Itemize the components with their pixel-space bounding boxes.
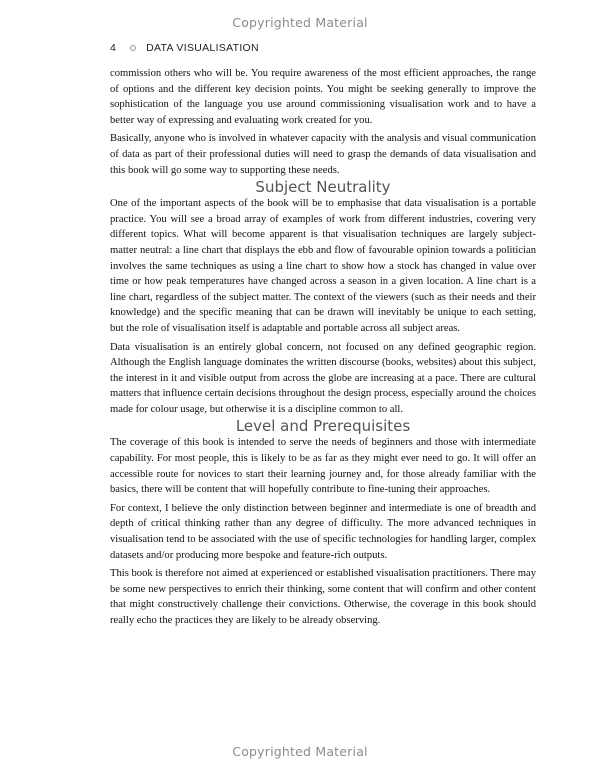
- section-heading-subject-neutrality: Subject Neutrality: [255, 178, 391, 197]
- copyright-watermark-bottom: Copyrighted Material: [232, 744, 368, 759]
- copyright-watermark-top: Copyrighted Material: [232, 15, 368, 30]
- running-head-title: DATA VISUALISATION: [146, 42, 259, 54]
- page-number: 4: [110, 42, 117, 54]
- running-head: [110, 42, 259, 54]
- intro-paragraph: commission others who will be. You require awareness of the most efficient approaches, the range of options and the different key decision points. You might be seeking generally to improve the sophistication of the language you use around commissioning visualisation work and to have a better way of expressing and evaluating work created for you.: [110, 68, 536, 126]
- section-paragraph: The coverage of this book is intended to serve the needs of beginners and those with intermediate capability. For most people, this is likely to be as far as they might ever need to go. It will offer an accessible route for novices to start their learning journey and, for those already familiar with the basics, there will be content that will hopefully contribute to fine-tuning their approaches.: [110, 437, 536, 496]
- section-heading-level-and-prerequisites: Level and Prerequisites: [235, 417, 411, 436]
- section-paragraph: This book is therefore not aimed at experienced or established visualisation practitioners. There may be some new perspectives to enrich their thinking, some content that will confirm and other content that might constructively challenge their convictions. Otherwise, the coverage in this book should really echo the practices they are likely to be already observing.: [110, 568, 536, 626]
- page-body: [110, 66, 536, 629]
- section-paragraph: One of the important aspects of the book will be to emphasise that data visualisation is a portable practice. You will see a broad array of examples of work from different industries, covering very different topics. What will become apparent is that visualisation techniques are largely subject-matter neutral: a line chart that displays the ebb and flow of favourable opinion towards a politician involves the same techniques as using a line chart to show how a stock has changed in value over time or how peak temperatures have changed across a season in a given location. A line chart is a line chart, regardless of the subject matter. The context of the viewers (such as their needs and their knowledge) and the specific meaning that can be drawn will inevitably be unique to each setting, but the role of visualisation itself is adaptable and portable across all subject areas.: [110, 198, 536, 334]
- section-paragraph: Data visualisation is an entirely global concern, not focused on any defined geographic region. Although the English language dominates the written discourse (books, websites) about this subject, the interest in it and visible output from across the globe are increasing at a pace. There are cultural matters that influence certain decisions throughout the design process, especially around the choices made for colour usage, but otherwise it is a discipline common to all.: [110, 341, 536, 415]
- intro-paragraph: Basically, anyone who is involved in whatever capacity with the analysis and visual communication of data as part of their professional duties will need to grasp the demands of data visualisation and this book will go some way to supporting these needs.: [110, 133, 536, 176]
- section-paragraph: For context, I believe the only distinction between beginner and intermediate is one of breadth and depth of critical thinking rather than any degree of difficulty. The more advanced techniques in visualisation tend to be associated with the use of specific technologies for handling larger, complex datasets and/or producing more bespoke and feature-rich outputs.: [110, 502, 536, 561]
- circle-bullet-icon: [130, 45, 136, 51]
